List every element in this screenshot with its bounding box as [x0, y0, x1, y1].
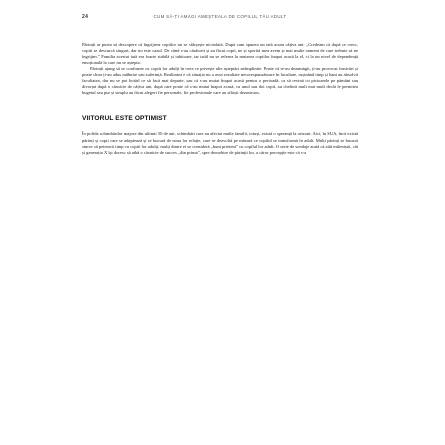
page-number: 24 [82, 14, 89, 20]
section-heading: VIITORUL ESTE OPTIMIST [82, 115, 167, 123]
running-title: CUM SĂ-ȚI AMĂGI AMEȘTEALA DE COPILUL TĂU ADULT [153, 14, 287, 19]
paragraph-3: În pofida schimbărilor majore din ultimii 50 de ani, schimbări care au afectat multe familii, totuși, există o speranță la orizont. Aici, în SUA, încă există părinți și copii care se adaptează și se bucură de noua lor relație, care se dezvoltă pe măsură ce copilul se transformă în adult. Mulți părinți se bucură sincer să petreacă timp cu copiii lor adulți, mulți dintre ei se consideră „buni prieteni” cu copilul lor adult. O serie de sondaje arată că atât mileniștii, cât și generația X își doresc să aibă o căsnicie de succes „din prima”, spre deosebire de părinții lor, a căror percepție este că s-a [82, 131, 358, 155]
running-header [82, 12, 358, 22]
book-page [82, 12, 358, 442]
page-body [82, 42, 358, 156]
paragraph-1: Părinții ar putea să descopere că îngrijirea copiilor nu se sfârșește niciodată. După cum spunea un tată acum câțiva ani: „Credeam că după ce cresc, copiii se descurcă singuri, dar nu este cazul. De când s-au căsătorit și au făcut copii, ne și sporită mea avem și mai multe oameni de care trebuie să ne îngrijim.” Familia acestui tată era foarte stabilă și iubitoare, iar tatăl nu se referea la mutarea copiilor înapoi acasă la el, ci la un nivel de dependență emoțională la care nu se aștepta. [82, 42, 358, 66]
paragraph-2: Părinții ajung să se confrunte cu copiii lor adulți în ceea ce privește alte așteptări neîmplinite. Poate că te-au dezamăgit, ți-au provocat frustrări și poate chiar ți-au adus mâhnire sau suferință. Realitatea e că situația nu a avut rezultate necorespunzătoare în facultate, rușinând timp și bani au absolvit facultatea, dar nu se pot hotărî ce să facă mai departe, sau că s-au mutat înapoi acasă pentru o perioadă, ca să revină cu picioarele pe pământ sau divorțat după o căsnicie de câțiva ani, după care poate că s-au mutat înapoi acasă, cu unul sau doi copii, au cheltuit mult mai mult decât le permitea bugetul sau pur și simplu au făcut alegeri fie personale, fie profesionale care au sfârșit dezastruos. [82, 66, 358, 96]
